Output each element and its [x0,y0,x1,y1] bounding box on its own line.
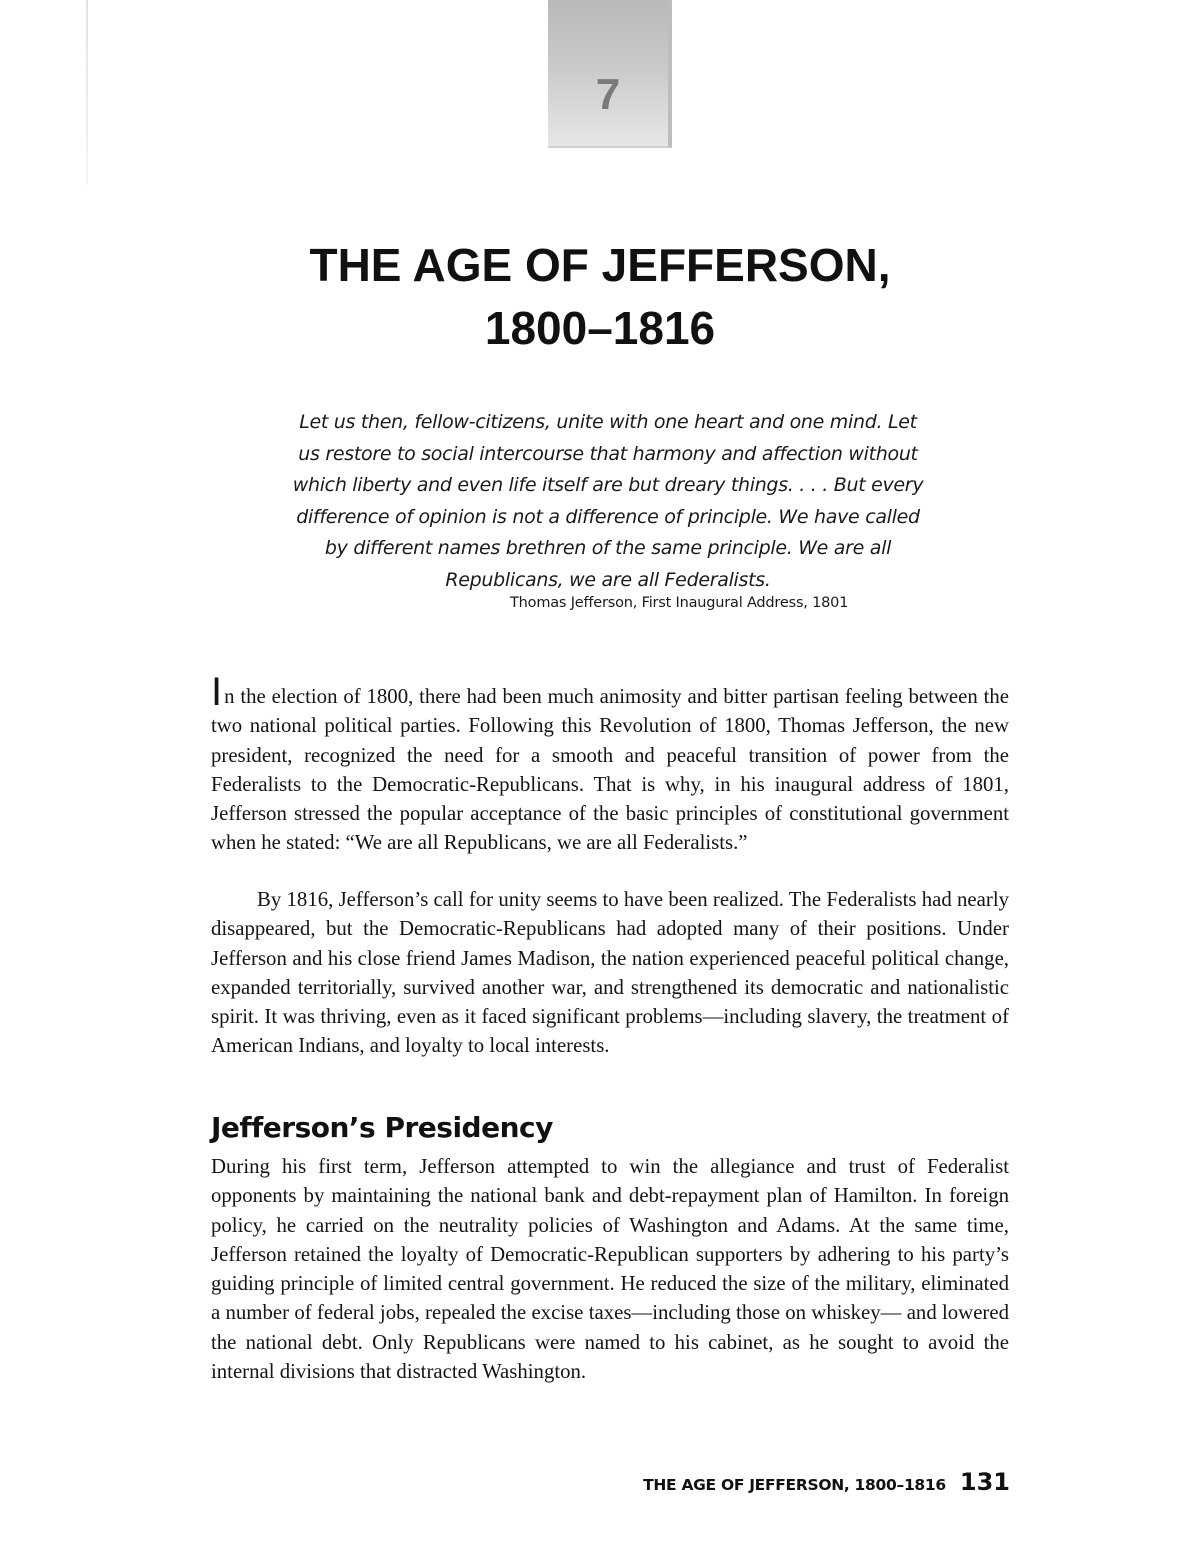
page-footer [600,1468,1010,1496]
chapter-title-line-1: THE AGE OF JEFFERSON, [309,239,891,291]
epigraph-line: by different names brethren of the same principle. We are all [324,537,892,559]
epigraph-quote [258,407,958,596]
epigraph-line: Republicans, we are all Federalists. [445,568,771,591]
body-paragraph-1 [211,670,1009,858]
chapter-title-line-2: 1800–1816 [484,302,716,354]
body-paragraph-1-text: n the election of 1800, there had been much animosity and bitter partisan feeling between the two national political parties. Following this Revolution of 1800, Thomas Jefferson, the new president, recognized the need for a smooth and peaceful transition of power from the Federalists to the Democratic-Republicans. That is why, in his inaugural address of 1801, Jefferson stressed the popular acceptance of the basic principles of constitutional government when he stated: “We are all Republicans, we are all Federalists.” [211,685,1009,855]
page-edge-shadow [86,0,88,185]
chapter-number: 7 [595,70,621,119]
epigraph-line: Let us then, fellow-citizens, unite with one heart and one mind. Let [299,411,917,433]
body-paragraph-2: By 1816, Jefferson’s call for unity seems to have been realized. The Federalists had nearly disappeared, but the Democratic-Republicans had adopted many of their positions. Under Jefferson and his close friend James Madison, the nation experienced peaceful political change, expanded territorially, survived another war, and strengthened its democratic and nationalistic spirit. It was thriving, even as it faced significant problems—including slavery, the treatment of American Indians, and loyalty to local interests. [211,888,1009,1058]
epigraph-line: difference of opinion is not a difference of principle. We have called [296,505,920,528]
epigraph-line: which liberty and even life itself are but dreary things. . . . But every [292,474,924,496]
section-heading: Jefferson’s Presidency [211,1111,553,1144]
epigraph-line: us restore to social intercourse that harmony and affection without [298,442,918,465]
body-paragraph-3: During his first term, Jefferson attempted to win the allegiance and trust of Federalist opponents by maintaining the national bank and debt-repayment plan of Hamilton. In foreign policy, he carried on the neutrality policies of Washington and Adams. At the same time, Jefferson retained the loyalty of Democratic-Republican supporters by adhering to his party’s guiding principle of limited central government. He reduced the size of the military, eliminated a number of federal jobs, repealed the excise taxes—including those on whiskey— and lowered the national debt. Only Republicans were named to his cabinet, as he sought to avoid the internal divisions that distracted Washington. [211,1155,1009,1384]
page-number: 131 [959,1468,1010,1496]
epigraph-attribution: Thomas Jefferson, First Inaugural Address, 1801 [510,595,849,611]
chapter-tab [548,0,672,148]
running-head: THE AGE OF JEFFERSON, 1800–1816 [643,1476,946,1494]
drop-cap-initial: I [211,670,223,714]
